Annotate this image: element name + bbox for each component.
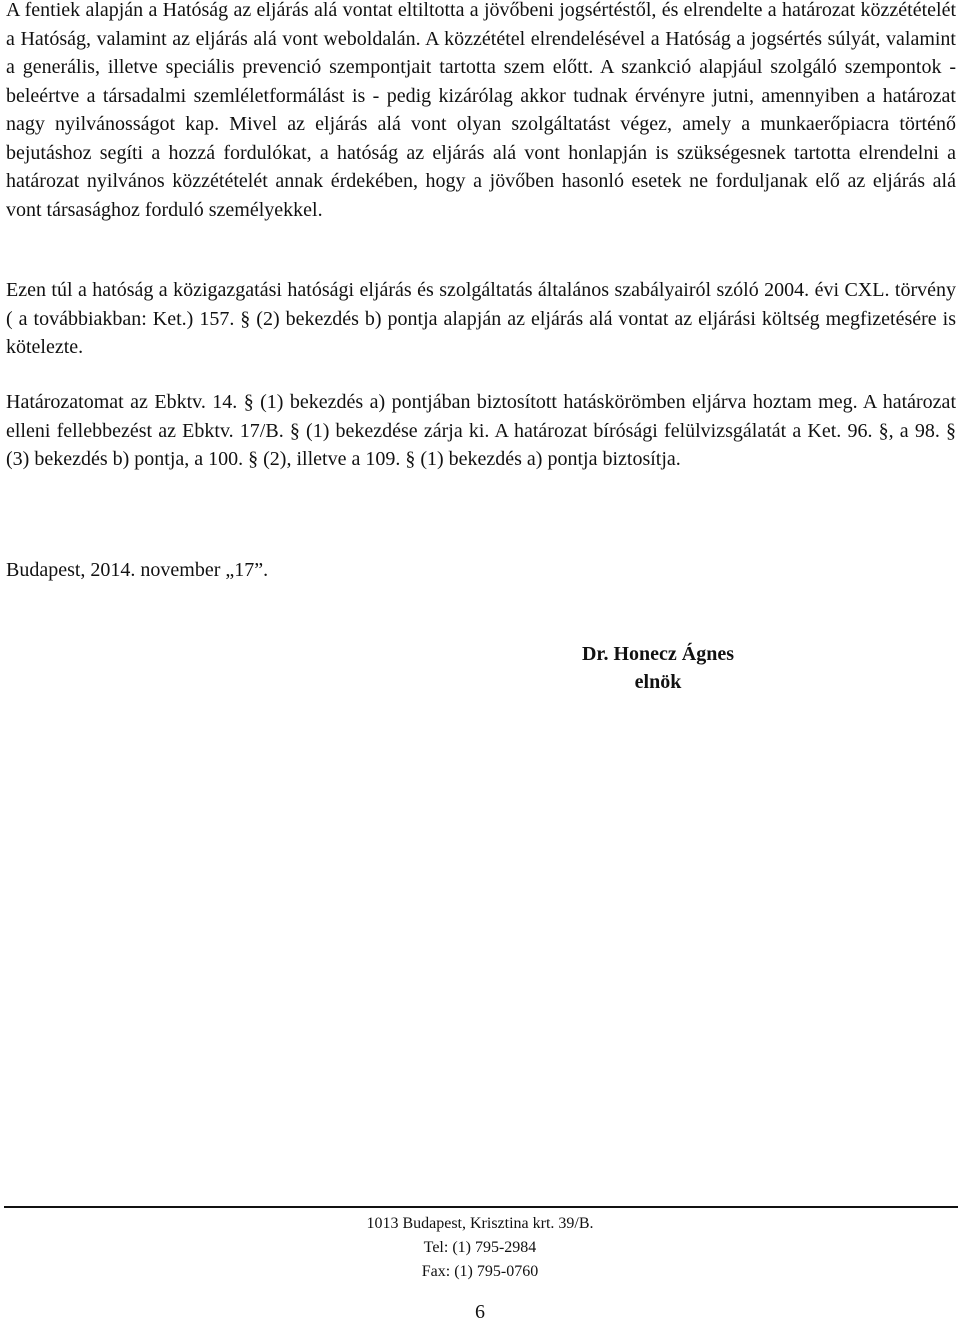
- footer-phone: Tel: (1) 795-2984: [423, 1239, 537, 1256]
- paragraph-procedural-costs: Ezen túl a hatóság a közigazgatási hatósági eljárás és szolgáltatás általános szabályairól szóló 2004. évi CXL. törvény ( a továbbiakban: Ket.) 157. § (2) bekezdés b) pontja alapján az eljárás alá vontat az eljárási költség megfizetésére is kötelezte.: [6, 279, 956, 358]
- date-line: Budapest, 2014. november „17”.: [6, 559, 269, 581]
- footer-divider: [4, 1206, 958, 1208]
- footer-fax: Fax: (1) 795-0760: [421, 1263, 539, 1280]
- signatory-name: Dr. Honecz Ágnes: [581, 643, 735, 665]
- footer-contact: [0, 1212, 960, 1284]
- paragraph-legal-remedies: Határozatomat az Ebktv. 14. § (1) bekezdés a) pontjában biztosított hatáskörömben eljárva hoztam meg. A határozat elleni fellebbezést az Ebktv. 17/B. § (1) bekezdése zárja ki. A határozat bírósági felülvizsgálatát a Ket. 96. §, a 98. § (3) bekezdés b) pontja, a 100. § (2), illetve a 109. § (1) bekezdés a) pontja biztosítja.: [6, 391, 956, 470]
- paragraph-decision-publication: A fentiek alapján a Hatóság az eljárás alá vontat eltiltotta a jövőbeni jogsértéstől, és elrendelte a határozat közzétételét a Hatóság, valamint az eljárás alá vont weboldalán. A közzététel elrendelésével a Hatóság a jogsértés súlyát, valamint a generális, illetve speciális prevenció szempontjait tartotta szem előtt. A szankció alapjául szolgáló szempontok - beleértve a társadalmi szemléletformálást is - pedig kizárólag akkor tudnak érvényre jutni, amennyiben a határozat nagy nyilvánosságot kap. Mivel az eljárás alá vont olyan szolgáltatást végez, amely a munkaerőpiacra történő bejutáshoz segíti a hozzá fordulókat, a hatóság az eljárás alá vont honlapján is szükségesnek tartotta elrendelni a határozat nyilvános közzétételét annak érdekében, hogy a jövőben hasonló esetek ne forduljanak elő az eljárás alá vont társasághoz forduló személyekkel.: [6, 0, 956, 221]
- signatory-title: elnök: [634, 671, 682, 693]
- signature-block: [558, 640, 758, 696]
- page-number: 6: [475, 1301, 485, 1323]
- footer-address: 1013 Budapest, Krisztina krt. 39/B.: [366, 1215, 594, 1232]
